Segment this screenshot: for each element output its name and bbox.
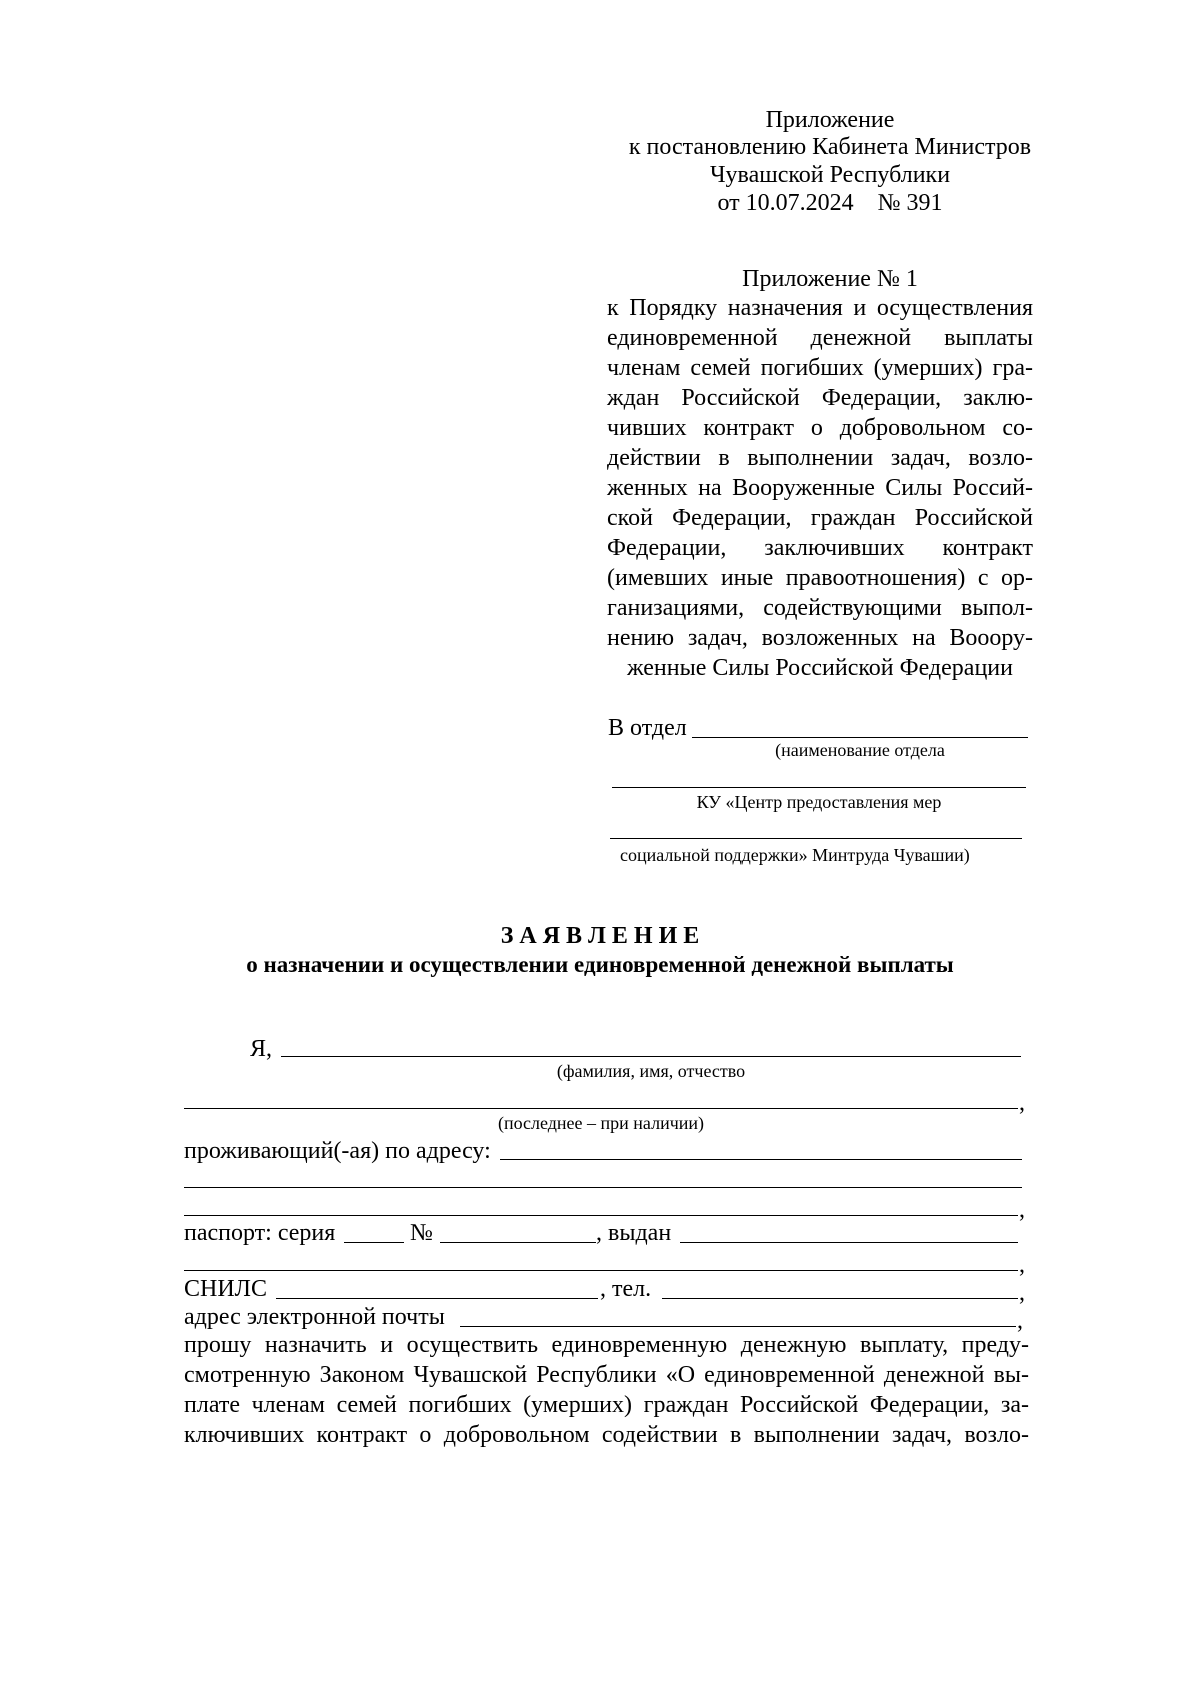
- appendix-1-title: Приложение № 1: [742, 266, 918, 292]
- appendix-header-line3: Чувашской Республики: [709, 162, 951, 188]
- passport-number-label: №: [410, 1220, 433, 1246]
- request-text-line: прошу назначить и осуществить единовременную денежную выплату, преду-: [184, 1332, 1029, 1358]
- email-field[interactable]: [460, 1326, 1016, 1327]
- appendix-header-line1: Приложение: [765, 107, 895, 133]
- department-hint-2: КУ «Центр предоставления мер: [696, 792, 942, 812]
- passport-comma: ,: [1019, 1252, 1025, 1278]
- request-text-line: плате членам семей погибших (умерших) граждан Российской Федерации, за-: [184, 1392, 1029, 1418]
- statement-subtitle: о назначении и осуществлении единовременной денежной выплаты: [246, 952, 954, 977]
- phone-field[interactable]: [662, 1298, 1018, 1299]
- fio-field-line2[interactable]: [184, 1108, 1018, 1109]
- email-label: адрес электронной почты: [184, 1304, 445, 1330]
- address-comma: ,: [1019, 1197, 1025, 1223]
- passport-issued-field[interactable]: [680, 1242, 1018, 1243]
- department-field[interactable]: [692, 737, 1028, 738]
- appendix-1-line: ганизациями, содействующими выпол-: [607, 595, 1033, 621]
- department-hint-1: (наименование отдела: [775, 740, 945, 760]
- request-text-line: ключивших контракт о добровольном содействии в выполнении задач, возло-: [184, 1422, 1029, 1448]
- fio-hint: (фамилия, имя, отчество: [556, 1061, 746, 1081]
- appendix-1-line: членам семей погибших (умерших) гра-: [607, 355, 1033, 381]
- address-label: проживающий(-ая) по адресу:: [184, 1138, 491, 1164]
- fio-field[interactable]: [281, 1056, 1021, 1057]
- address-field[interactable]: [500, 1159, 1022, 1160]
- appendix-1-line: (имевших иные правоотношения) с ор-: [607, 565, 1033, 591]
- phone-comma: ,: [1019, 1280, 1025, 1306]
- appendix-1-line: единовременной денежной выплаты: [607, 325, 1033, 351]
- department-field-line3[interactable]: [610, 838, 1022, 839]
- passport-series-label: паспорт: серия: [184, 1220, 336, 1246]
- phone-label: , тел.: [600, 1276, 652, 1302]
- appendix-1-line: нению задач, возложенных на Вооору-: [607, 625, 1033, 651]
- request-text-line: смотренную Законом Чувашской Республики «О единовременной денежной вы-: [184, 1362, 1029, 1388]
- appendix-1-line: ской Федерации, граждан Российской: [607, 505, 1033, 531]
- appendix-1-line: действии в выполнении задач, возло-: [607, 445, 1033, 471]
- statement-title: З А Я В Л Е Н И Е: [500, 923, 700, 949]
- address-field-line3[interactable]: [184, 1215, 1018, 1216]
- to-department-label: В отдел: [608, 715, 687, 741]
- snils-label: СНИЛС: [184, 1276, 267, 1302]
- appendix-header-line2: к постановлению Кабинета Министров: [628, 134, 1032, 160]
- department-hint-3: социальной поддержки» Минтруда Чувашии): [620, 845, 970, 865]
- email-comma: ,: [1017, 1308, 1023, 1334]
- appendix-1-text: [607, 293, 1033, 683]
- fio-comma: ,: [1019, 1090, 1025, 1116]
- request-text: [184, 1330, 1029, 1450]
- appendix-1-line: Федерации, заключивших контракт: [607, 535, 1033, 561]
- passport-issued-field-line2[interactable]: [184, 1270, 1018, 1271]
- fio-hint-2: (последнее – при наличии): [497, 1113, 705, 1133]
- appendix-1-line: женных на Вооруженные Силы Россий-: [607, 475, 1033, 501]
- appendix-1-line: чивших контракт о добровольном со-: [607, 415, 1033, 441]
- passport-number-field[interactable]: [440, 1242, 596, 1243]
- appendix-1-line: ждан Российской Федерации, заклю-: [607, 385, 1033, 411]
- passport-issued-label: , выдан: [596, 1220, 672, 1246]
- appendix-1-line: к Порядку назначения и осуществления: [607, 295, 1033, 321]
- department-field-line2[interactable]: [612, 787, 1026, 788]
- appendix-header-line4: от 10.07.2024 № 391: [717, 190, 943, 216]
- snils-field[interactable]: [276, 1298, 598, 1299]
- passport-series-field[interactable]: [344, 1242, 404, 1243]
- appendix-1-last-line: женные Силы Российской Федерации: [627, 655, 1013, 681]
- i-label: Я,: [250, 1036, 273, 1062]
- address-field-line2[interactable]: [184, 1187, 1022, 1188]
